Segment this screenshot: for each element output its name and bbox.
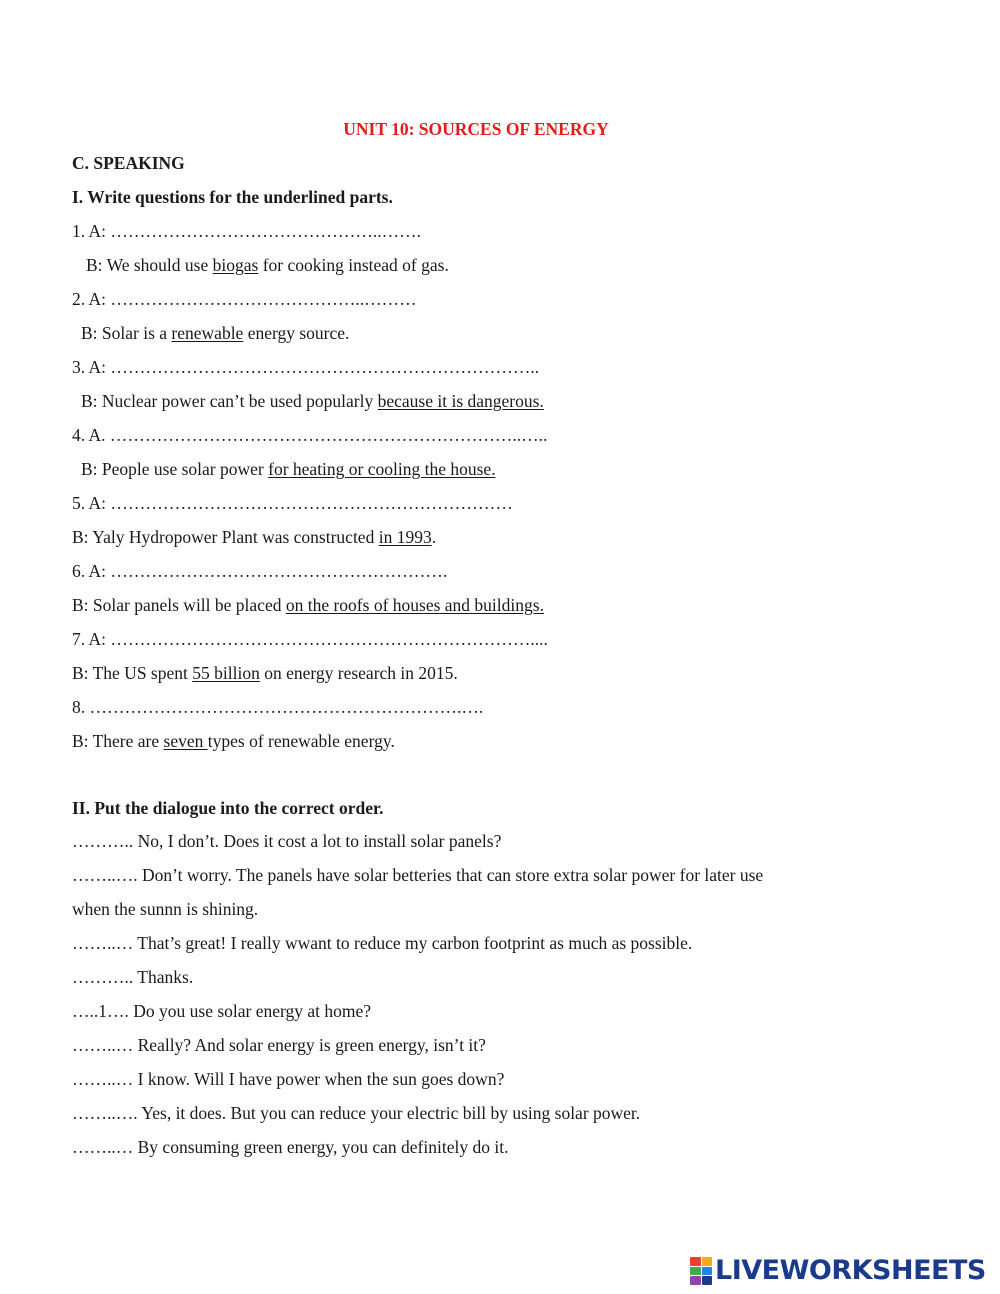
- question-line-5[interactable]: 5. A: ……………………………………………………………: [72, 493, 513, 513]
- dialogue-line[interactable]: …..1…. Do you use solar energy at home?: [72, 1001, 372, 1021]
- question-line-3[interactable]: 3. A: ………………………………………………………………..: [72, 357, 540, 377]
- question-line-4[interactable]: 4. A. ……………………………………………………………..…..: [72, 425, 548, 445]
- dialogue-line[interactable]: ……..… I know. Will I have power when the sun goes down?: [72, 1069, 505, 1089]
- underlined-part: because it is dangerous.: [377, 391, 544, 411]
- question-line-6[interactable]: 6. A: ………………………………………………….: [72, 561, 448, 581]
- part1-heading: I. Write questions for the underlined parts.: [72, 187, 393, 207]
- answer-line-1: B: We should use biogas for cooking instead of gas.: [86, 255, 449, 275]
- answer-line-6: B: Solar panels will be placed on the roofs of houses and buildings.: [72, 595, 544, 615]
- answer-line-8: B: There are seven types of renewable energy.: [72, 731, 395, 751]
- question-line-8[interactable]: 8. ……………………………………………………….….: [72, 697, 484, 717]
- answer-line-5: B: Yaly Hydropower Plant was constructed in 1993.: [72, 527, 437, 547]
- dialogue-line[interactable]: ……….. No, I don’t. Does it cost a lot to install solar panels?: [72, 831, 502, 851]
- liveworksheets-logo: [690, 1254, 986, 1288]
- underlined-part: seven: [163, 731, 208, 751]
- dialogue-line-continued: when the sunnn is shining.: [72, 899, 259, 919]
- underlined-part: in 1993: [378, 527, 432, 547]
- question-line-1[interactable]: 1. A: ………………………………………..…….: [72, 221, 422, 241]
- logo-text: LIVEWORKSHEETS: [715, 1255, 986, 1286]
- answer-line-2: B: Solar is a renewable energy source.: [81, 323, 350, 343]
- question-line-7[interactable]: 7. A: ………………………………………………………………....: [72, 629, 548, 649]
- underlined-part: for heating or cooling the house.: [268, 459, 496, 479]
- answer-line-4: B: People use solar power for heating or cooling the house.: [81, 459, 496, 479]
- section-heading: C. SPEAKING: [72, 153, 185, 173]
- dialogue-line[interactable]: ……….. Thanks.: [72, 967, 194, 987]
- answer-line-3: B: Nuclear power can’t be used popularly because it is dangerous.: [81, 391, 544, 411]
- logo-mark-icon: [690, 1257, 712, 1285]
- underlined-part: 55 billion: [192, 663, 260, 683]
- underlined-part: renewable: [171, 323, 244, 343]
- underlined-part: on the roofs of houses and buildings.: [285, 595, 544, 615]
- dialogue-line[interactable]: ……..… Really? And solar energy is green energy, isn’t it?: [72, 1035, 486, 1055]
- page-title: UNIT 10: SOURCES OF ENERGY: [343, 119, 609, 139]
- question-line-2[interactable]: 2. A: ……………………………………..………: [72, 289, 417, 309]
- part2-heading: II. Put the dialogue into the correct order.: [72, 798, 384, 818]
- underlined-part: biogas: [212, 255, 259, 275]
- dialogue-line[interactable]: ……..…. Yes, it does. But you can reduce your electric bill by using solar power.: [72, 1103, 641, 1123]
- dialogue-line[interactable]: ……..…. Don’t worry. The panels have solar betteries that can store extra solar power for later use: [72, 865, 764, 885]
- answer-line-7: B: The US spent 55 billion on energy research in 2015.: [72, 663, 458, 683]
- dialogue-line[interactable]: ……..… By consuming green energy, you can definitely do it.: [72, 1137, 509, 1157]
- dialogue-line[interactable]: ……..… That’s great! I really wwant to reduce my carbon footprint as much as possible.: [72, 933, 693, 953]
